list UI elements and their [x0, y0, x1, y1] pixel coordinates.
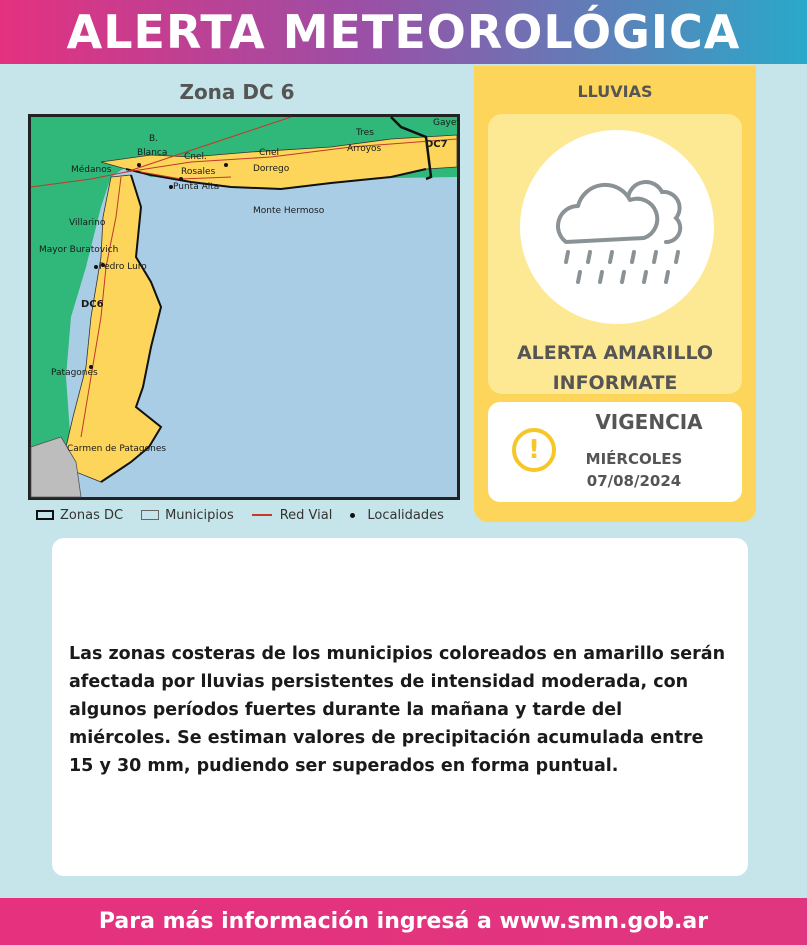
- map-label: Tres: [356, 128, 374, 138]
- map-label: Pedro Luro: [99, 262, 147, 272]
- map-svg: [31, 117, 460, 497]
- map-label: Cnel.: [184, 152, 207, 162]
- map-label: Gayet: [433, 118, 460, 128]
- legend-swatch: [350, 513, 355, 518]
- legend-item-localidades: [350, 508, 444, 523]
- page-title: ALERTA METEOROLÓGICA: [66, 5, 741, 59]
- map-label: DC6: [81, 299, 104, 310]
- vigencia-day: MIÉRCOLES: [585, 450, 683, 468]
- alert-level-text: [488, 338, 742, 398]
- map-legend: [36, 505, 466, 525]
- header-banner: [0, 0, 807, 64]
- vigencia-box: [488, 402, 742, 502]
- vigencia-date: 07/08/2024: [586, 472, 682, 490]
- alert-level-line: ALERTA AMARILLO: [516, 342, 714, 364]
- legend-label: Localidades: [367, 507, 444, 523]
- warning-icon: !: [512, 428, 556, 472]
- map-label: Villarino: [69, 218, 106, 228]
- locality-dot: [94, 265, 98, 269]
- rain-cloud-icon: [520, 130, 714, 324]
- zone-title: Zona DC 6: [179, 80, 295, 104]
- map-label: DC7: [425, 139, 448, 150]
- description-text: Las zonas costeras de los municipios coloreados en amarillo serán afectada por lluvias persistentes de intensidad moderada, con algunos períodos fuertes durante la mañana y tarde del miércoles. Se estiman valores de precipitación acumulada entre 15 y 30 mm, pudiendo ser superados en forma puntual.: [69, 644, 726, 776]
- legend-swatch: [141, 510, 159, 520]
- map-label: Blanca: [137, 148, 168, 158]
- legend-label: Municipios: [165, 507, 234, 523]
- map-label: Monte Hermoso: [253, 206, 325, 216]
- map-label: Dorrego: [253, 164, 290, 174]
- legend-item-red-vial: [252, 508, 333, 523]
- map-label: Mayor Buratovich: [39, 245, 119, 255]
- legend-item-municipios: [141, 508, 234, 523]
- zone-map: [28, 114, 460, 500]
- alert-info-line: INFORMATE: [552, 372, 678, 394]
- locality-dot: [224, 163, 228, 167]
- panel-title: LLUVIAS: [577, 82, 653, 101]
- footer-banner: [0, 898, 807, 945]
- alert-panel: [474, 66, 756, 522]
- legend-label: Red Vial: [279, 507, 333, 523]
- map-label: Cnel: [259, 148, 280, 158]
- locality-dot: [137, 163, 141, 167]
- locality-dot: [179, 177, 183, 181]
- map-label: Rosales: [181, 167, 216, 177]
- description-box: [52, 538, 748, 876]
- footer-text: Para más información ingresá a www.smn.gob.ar: [98, 909, 709, 934]
- map-label: Punta Alta: [173, 182, 220, 192]
- legend-label: Zonas DC: [60, 507, 124, 523]
- legend-swatch: [252, 514, 272, 516]
- alert-box: [488, 114, 742, 394]
- map-label: Arroyos: [347, 144, 382, 154]
- map-label: B.: [149, 134, 159, 144]
- rain-icon-circle: [520, 130, 714, 324]
- map-label: Médanos: [71, 165, 112, 175]
- legend-swatch: [36, 510, 54, 520]
- legend-item-zonas: [36, 508, 123, 523]
- map-label: Patagones: [51, 368, 98, 378]
- map-label: Carmen de Patagones: [67, 444, 167, 454]
- vigencia-title: VIGENCIA: [595, 410, 703, 434]
